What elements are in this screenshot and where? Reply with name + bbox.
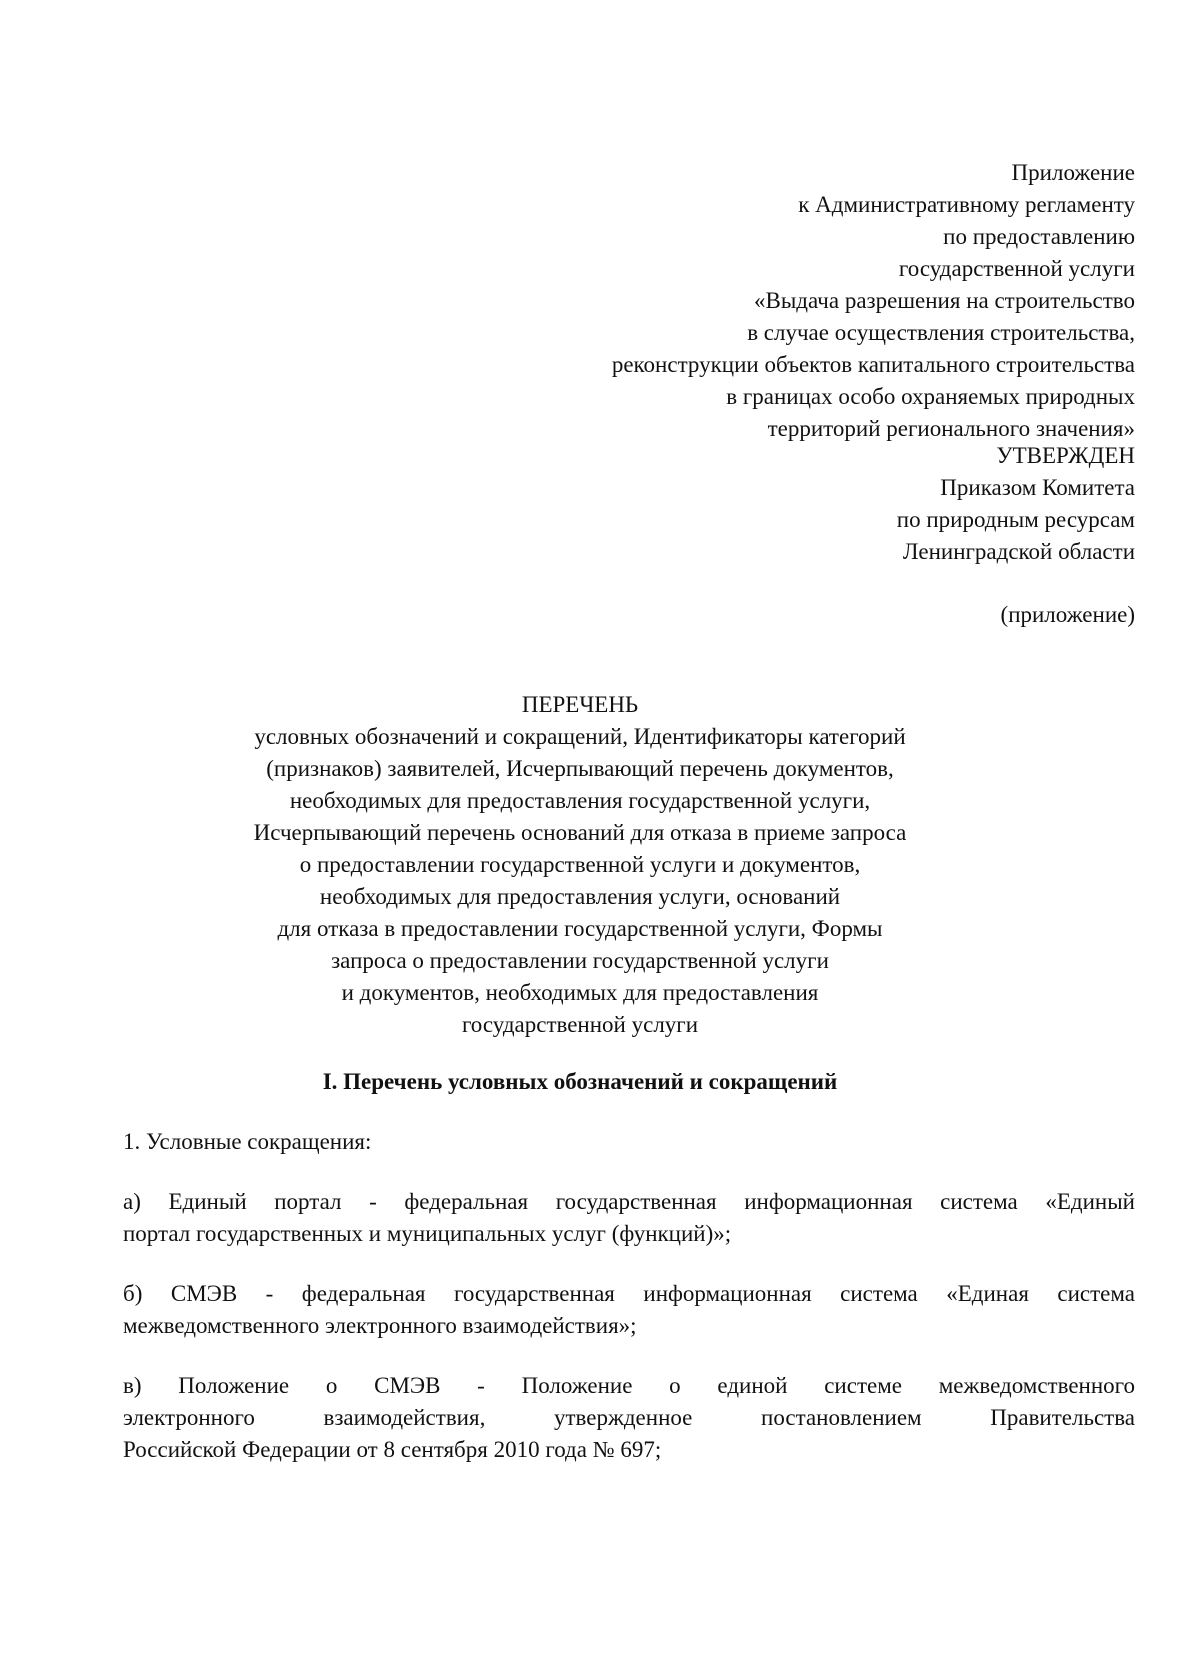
definition-item-a [123, 1186, 1135, 1250]
definition-item-v [123, 1370, 1135, 1466]
approval-block [897, 440, 1135, 568]
section-heading: I. Перечень условных обозначений и сокращений [322, 1069, 838, 1094]
document-title-line: запроса о предоставлении государственной услуги [331, 948, 829, 973]
appendix-header [612, 157, 1135, 445]
document-title [180, 689, 980, 1041]
document-title-line: условных обозначений и сокращений, Идентификаторы категорий [254, 724, 906, 749]
approval-line: Ленинградской области [902, 539, 1135, 564]
document-title-line: Исчерпывающий перечень оснований для отказа в приеме запроса [253, 820, 907, 845]
definition-line: в) Положение о СМЭВ - Положение о единой системе межведомственного [123, 1373, 1135, 1398]
definition-line: б) СМЭВ - федеральная государственная информационная система «Единая система [123, 1281, 1135, 1306]
document-title-line: и документов, необходимых для предоставления [341, 980, 819, 1005]
definition-line: Российской Федерации от 8 сентября 2010 года № 697; [123, 1437, 662, 1462]
definition-line: электронного взаимодействия, утвержденное постановлением Правительства [123, 1405, 1135, 1430]
approval-line: Приказом Комитета [940, 475, 1135, 500]
document-title-line: необходимых для предоставления государственной услуги, [289, 788, 871, 813]
definition-line: а) Единый портал - федеральная государственная информационная система «Единый [123, 1189, 1135, 1214]
appendix-header-line: территорий регионального значения» [767, 416, 1135, 441]
appendix-header-line: в границах особо охраняемых природных [726, 384, 1135, 409]
document-title-line: о предоставлении государственной услуги и документов, [299, 852, 861, 877]
document-title-line: (признаков) заявителей, Исчерпывающий перечень документов, [266, 756, 894, 781]
document-title-line: для отказа в предоставлении государственной услуги, Формы [277, 916, 883, 941]
definition-line: межведомственного электронного взаимодействия»; [123, 1313, 637, 1338]
approval-line: по природным ресурсам [896, 507, 1135, 532]
appendix-header-line: «Выдача разрешения на строительство [754, 288, 1135, 313]
appendix-header-line: по предоставлению [943, 224, 1135, 249]
section-intro [123, 1126, 1135, 1158]
definition-item-b [123, 1278, 1135, 1342]
appendix-header-line: Приложение [1011, 160, 1135, 185]
appendix-header-line: реконструкции объектов капитального строительства [611, 352, 1135, 377]
appendix-header-line: к Административному регламенту [798, 192, 1135, 217]
document-title-line: ПЕРЕЧЕНЬ [521, 692, 639, 717]
appendix-header-line: государственной услуги [898, 256, 1135, 281]
appendix-header-line: в случае осуществления строительства, [747, 320, 1135, 345]
document-title-line: необходимых для предоставления услуги, оснований [319, 884, 841, 909]
appendix-note: (приложение) [1000, 602, 1135, 627]
approval-line: УТВЕРЖДЕН [996, 443, 1135, 468]
section-intro-text: 1. Условные сокращения: [123, 1129, 372, 1154]
document-title-line: государственной услуги [461, 1012, 699, 1037]
definition-line: портал государственных и муниципальных услуг (функций)»; [123, 1221, 732, 1246]
